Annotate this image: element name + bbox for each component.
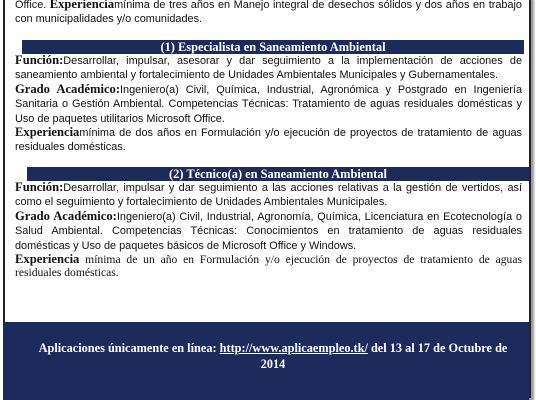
section-1-function bbox=[15, 54, 522, 83]
section-1-body bbox=[15, 54, 522, 155]
intro-paragraph bbox=[15, 0, 522, 27]
function-label: Función: bbox=[15, 53, 64, 67]
degree-text: Ingeniero(a) Civil, Industrial, Agronomía, Química, Licenciatura en Ecotecnología o Salud Ambiental. Competencias Técnicas: Conocimientos en tratamiento de aguas residuales domésticas y Uso de paquetes básicos de Microsoft Office y Windows. bbox=[15, 210, 522, 252]
application-footer bbox=[3, 322, 529, 400]
footer-dates: del 13 al 17 de Octubre de 2014 bbox=[260, 341, 508, 371]
section-2-header: (2) Técnico(a) en Saneamiento Ambiental bbox=[27, 167, 529, 181]
experience-label: Experiencia bbox=[15, 252, 80, 267]
degree-label: Grado Académico: bbox=[15, 208, 117, 223]
footer-prefix: Aplicaciones únicamente en línea: bbox=[38, 341, 220, 355]
section-1-experience bbox=[15, 126, 522, 155]
section-2-experience bbox=[15, 253, 522, 280]
function-label: Función: bbox=[15, 180, 64, 194]
degree-text: Ingeniero(a) Civil, Química, Industrial, Agronómica y Postgrado en Ingeniería Sanitaria o Gestión Ambiental. Competencias Técnicas: Tratamiento de aguas residuales domésticas y Uso de paquetes utilitarios Microsoft Office. bbox=[15, 83, 522, 125]
function-text: Desarrollar, impulsar y dar seguimiento a las acciones relativas a la gestión de vertidos, así como el seguimiento y fortalecimiento de Unidades Ambientales Municipales. bbox=[15, 182, 522, 209]
application-link[interactable]: http://www.aplicaempleo.tk/ bbox=[219, 341, 368, 355]
function-text: Desarrollar, impulsar, asesorar y dar seguimiento a la implementación de acciones de saneamiento ambiental y fortalecimiento de Unidades Ambientales Municipales y Gubernamentales. bbox=[15, 55, 522, 82]
experience-label: Experiencia bbox=[15, 125, 80, 140]
degree-label: Grado Académico: bbox=[15, 81, 121, 96]
intro-lead: Office. bbox=[15, 0, 47, 11]
section-2-degree bbox=[15, 210, 522, 253]
section-2-body bbox=[15, 181, 522, 280]
intro-experience-label: Experiencia bbox=[49, 0, 115, 11]
intro-experience-text: mínima de tres años en Manejo integral de desechos sólidos y dos años en trabajo con municipalidades y/o comunidades. bbox=[15, 0, 522, 26]
section-2-function bbox=[15, 181, 522, 210]
experience-text: mínima de dos años en Formulación y/o ejecución de proyectos de tratamiento de aguas residuales domésticas. bbox=[15, 127, 522, 154]
experience-text: mínima de un año en Formulación y/o ejecución de proyectos de tratamiento de aguas residuales domésticas. bbox=[15, 253, 522, 280]
section-1-degree bbox=[15, 83, 522, 126]
section-1-header: (1) Especialista en Saneamiento Ambiental bbox=[22, 40, 524, 54]
